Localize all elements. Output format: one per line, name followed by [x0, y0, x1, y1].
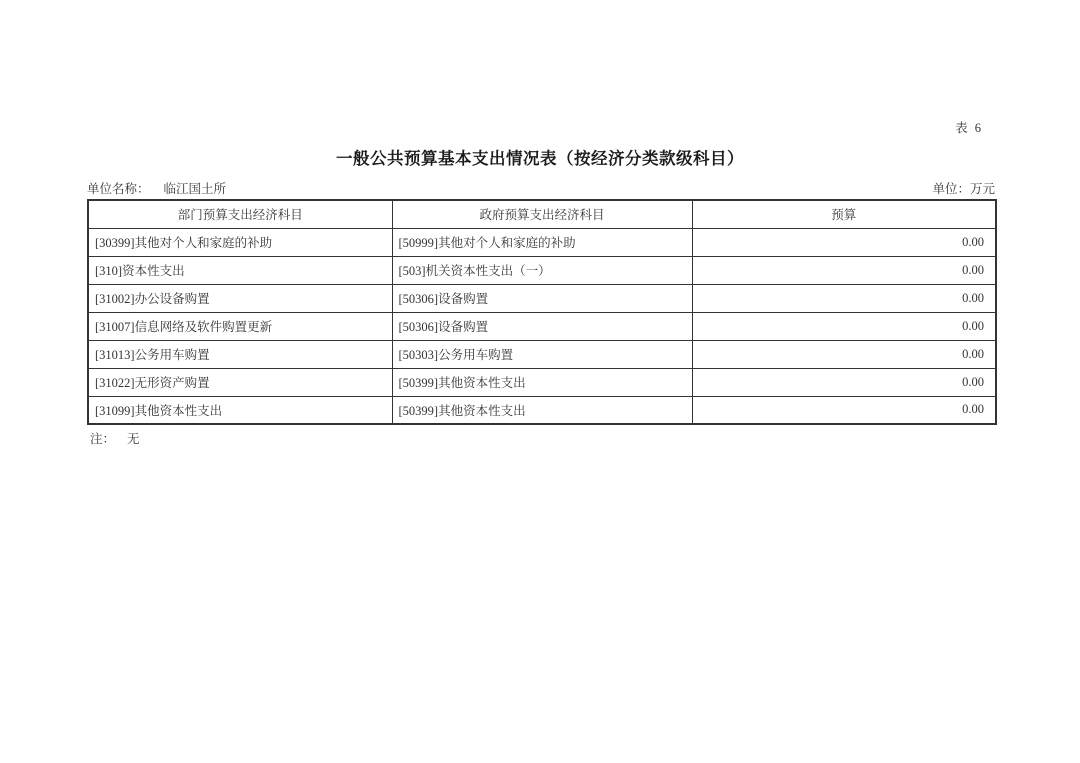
- table-row: [88, 340, 996, 368]
- cell-budget-value: 0.00: [692, 228, 996, 256]
- col-header-dept-subject: 部门预算支出经济科目: [88, 200, 392, 228]
- cell-dept-subject: [31099]其他资本性支出: [88, 396, 392, 424]
- unit-name-value: 临江国土所: [163, 182, 227, 196]
- cell-dept-subject: [31013]公务用车购置: [88, 340, 392, 368]
- cell-budget-value: 0.00: [692, 284, 996, 312]
- cell-dept-subject: [31007]信息网络及软件购置更新: [88, 312, 392, 340]
- cell-dept-subject: [30399]其他对个人和家庭的补助: [88, 228, 392, 256]
- col-header-gov-subject: 政府预算支出经济科目: [392, 200, 692, 228]
- page-title: 一般公共预算基本支出情况表（按经济分类款级科目）: [336, 149, 744, 168]
- col-header-budget: 预算: [692, 200, 996, 228]
- cell-budget-value: 0.00: [692, 256, 996, 284]
- table-header-row: [88, 200, 996, 228]
- meta-row: [87, 179, 995, 197]
- table-row: [88, 396, 996, 424]
- cell-gov-subject: [50399]其他资本性支出: [392, 396, 692, 424]
- cell-budget-value: 0.00: [692, 396, 996, 424]
- unit-name-label: 单位名称：: [87, 182, 150, 196]
- cell-gov-subject: [50399]其他资本性支出: [392, 368, 692, 396]
- footnote-label: 注：: [90, 432, 116, 446]
- footnote-value: 无: [127, 432, 140, 446]
- cell-budget-value: 0.00: [692, 312, 996, 340]
- cell-gov-subject: [503]机关资本性支出（一）: [392, 256, 692, 284]
- table-row: [88, 312, 996, 340]
- cell-dept-subject: [310]资本性支出: [88, 256, 392, 284]
- cell-gov-subject: [50999]其他对个人和家庭的补助: [392, 228, 692, 256]
- cell-budget-value: 0.00: [692, 340, 996, 368]
- cell-gov-subject: [50303]公务用车购置: [392, 340, 692, 368]
- table-row: [88, 228, 996, 256]
- cell-dept-subject: [31002]办公设备购置: [88, 284, 392, 312]
- table-number-label: 表 6: [955, 121, 983, 135]
- footnote: [90, 429, 140, 447]
- table-row: [88, 284, 996, 312]
- cell-budget-value: 0.00: [692, 368, 996, 396]
- table-row: [88, 368, 996, 396]
- cell-gov-subject: [50306]设备购置: [392, 312, 692, 340]
- cell-dept-subject: [31022]无形资产购置: [88, 368, 392, 396]
- budget-table: [87, 199, 997, 425]
- unit-name-line: [87, 179, 226, 197]
- unit-of-measure-label: 单位：万元: [932, 182, 995, 196]
- cell-gov-subject: [50306]设备购置: [392, 284, 692, 312]
- table-row: [88, 256, 996, 284]
